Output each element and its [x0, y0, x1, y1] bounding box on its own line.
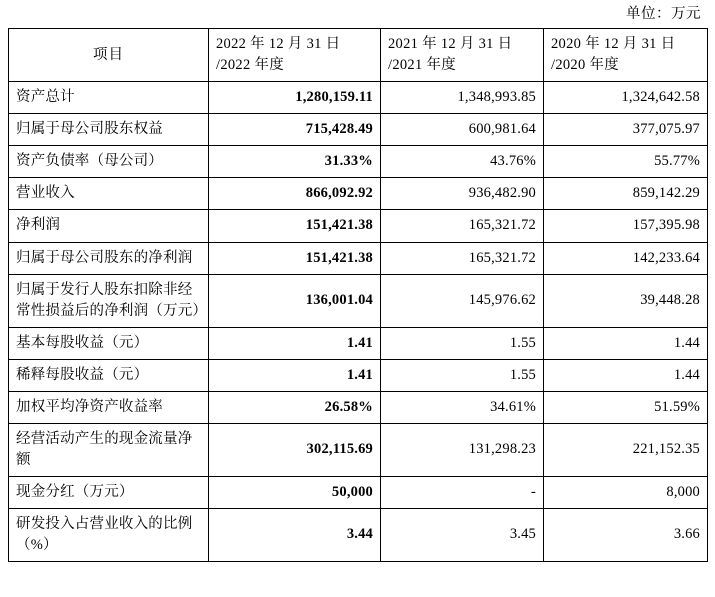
- column-header-2022: [209, 29, 381, 82]
- row-value-2022: 136,001.04: [209, 274, 381, 327]
- row-value-2022: 715,428.49: [209, 114, 381, 146]
- table-row: [9, 274, 708, 327]
- row-label: 归属于母公司股东的净利润: [9, 242, 209, 274]
- row-label: 加权平均净资产收益率: [9, 391, 209, 423]
- row-value-2022: 50,000: [209, 476, 381, 508]
- row-value-2021: 1.55: [381, 359, 544, 391]
- row-value-2021: 600,981.64: [381, 114, 544, 146]
- row-value-2022: 31.33%: [209, 146, 381, 178]
- row-value-2020: 1.44: [544, 359, 708, 391]
- row-label: 稀释每股收益（元）: [9, 359, 209, 391]
- row-value-2020: 1,324,642.58: [544, 82, 708, 114]
- row-value-2022: 866,092.92: [209, 178, 381, 210]
- column-header-2021-line2: /2021 年度: [388, 57, 457, 74]
- row-value-2021: 1.55: [381, 327, 544, 359]
- row-value-2020: 39,448.28: [544, 274, 708, 327]
- row-value-2022: 1.41: [209, 327, 381, 359]
- table-row: [9, 210, 708, 242]
- column-header-2020-line1: 2020 年 12 月 31 日: [551, 36, 676, 53]
- row-value-2021: 1,348,993.85: [381, 82, 544, 114]
- row-value-2021: -: [381, 476, 544, 508]
- row-value-2020: 377,075.97: [544, 114, 708, 146]
- row-value-2021: 165,321.72: [381, 210, 544, 242]
- row-value-2022: 302,115.69: [209, 423, 381, 476]
- row-label: 经营活动产生的现金流量净额: [9, 423, 209, 476]
- row-label: 归属于母公司股东权益: [9, 114, 209, 146]
- row-label: 基本每股收益（元）: [9, 327, 209, 359]
- column-header-2021-line1: 2021 年 12 月 31 日: [388, 36, 513, 53]
- unit-note: 单位：万元: [626, 6, 701, 22]
- table-row: [9, 508, 708, 561]
- column-header-2020: [544, 29, 708, 82]
- table-row: [9, 146, 708, 178]
- row-value-2020: 3.66: [544, 508, 708, 561]
- row-label: 研发投入占营业收入的比例（%）: [9, 508, 209, 561]
- row-value-2020: 859,142.29: [544, 178, 708, 210]
- table-row: [9, 391, 708, 423]
- row-value-2020: 221,152.35: [544, 423, 708, 476]
- table-row: [9, 423, 708, 476]
- row-value-2021: 3.45: [381, 508, 544, 561]
- table-row: [9, 82, 708, 114]
- table-row: [9, 242, 708, 274]
- table-header-row: [9, 29, 708, 82]
- row-value-2020: 142,233.64: [544, 242, 708, 274]
- financial-summary-table: [8, 28, 708, 561]
- row-label: 净利润: [9, 210, 209, 242]
- table-row: [9, 476, 708, 508]
- row-value-2020: 51.59%: [544, 391, 708, 423]
- row-value-2020: 1.44: [544, 327, 708, 359]
- row-value-2020: 8,000: [544, 476, 708, 508]
- table-row: [9, 327, 708, 359]
- row-value-2021: 145,976.62: [381, 274, 544, 327]
- row-label: 归属于发行人股东扣除非经常性损益后的净利润（万元）: [9, 274, 209, 327]
- row-value-2022: 151,421.38: [209, 242, 381, 274]
- row-value-2021: 34.61%: [381, 391, 544, 423]
- row-value-2022: 26.58%: [209, 391, 381, 423]
- table-row: [9, 178, 708, 210]
- row-label: 现金分红（万元）: [9, 476, 209, 508]
- row-value-2022: 1.41: [209, 359, 381, 391]
- table-row: [9, 114, 708, 146]
- row-value-2020: 157,395.98: [544, 210, 708, 242]
- row-value-2020: 55.77%: [544, 146, 708, 178]
- row-label: 营业收入: [9, 178, 209, 210]
- row-value-2021: 131,298.23: [381, 423, 544, 476]
- column-header-2022-line2: /2022 年度: [216, 57, 285, 74]
- row-value-2021: 936,482.90: [381, 178, 544, 210]
- column-header-item: 项目: [9, 29, 209, 82]
- row-value-2022: 151,421.38: [209, 210, 381, 242]
- row-value-2021: 43.76%: [381, 146, 544, 178]
- row-label: 资产总计: [9, 82, 209, 114]
- column-header-2022-line1: 2022 年 12 月 31 日: [216, 36, 341, 53]
- table-row: [9, 359, 708, 391]
- column-header-2021: [381, 29, 544, 82]
- row-value-2022: 3.44: [209, 508, 381, 561]
- row-label: 资产负债率（母公司）: [9, 146, 209, 178]
- row-value-2022: 1,280,159.11: [209, 82, 381, 114]
- column-header-2020-line2: /2020 年度: [551, 57, 620, 74]
- row-value-2021: 165,321.72: [381, 242, 544, 274]
